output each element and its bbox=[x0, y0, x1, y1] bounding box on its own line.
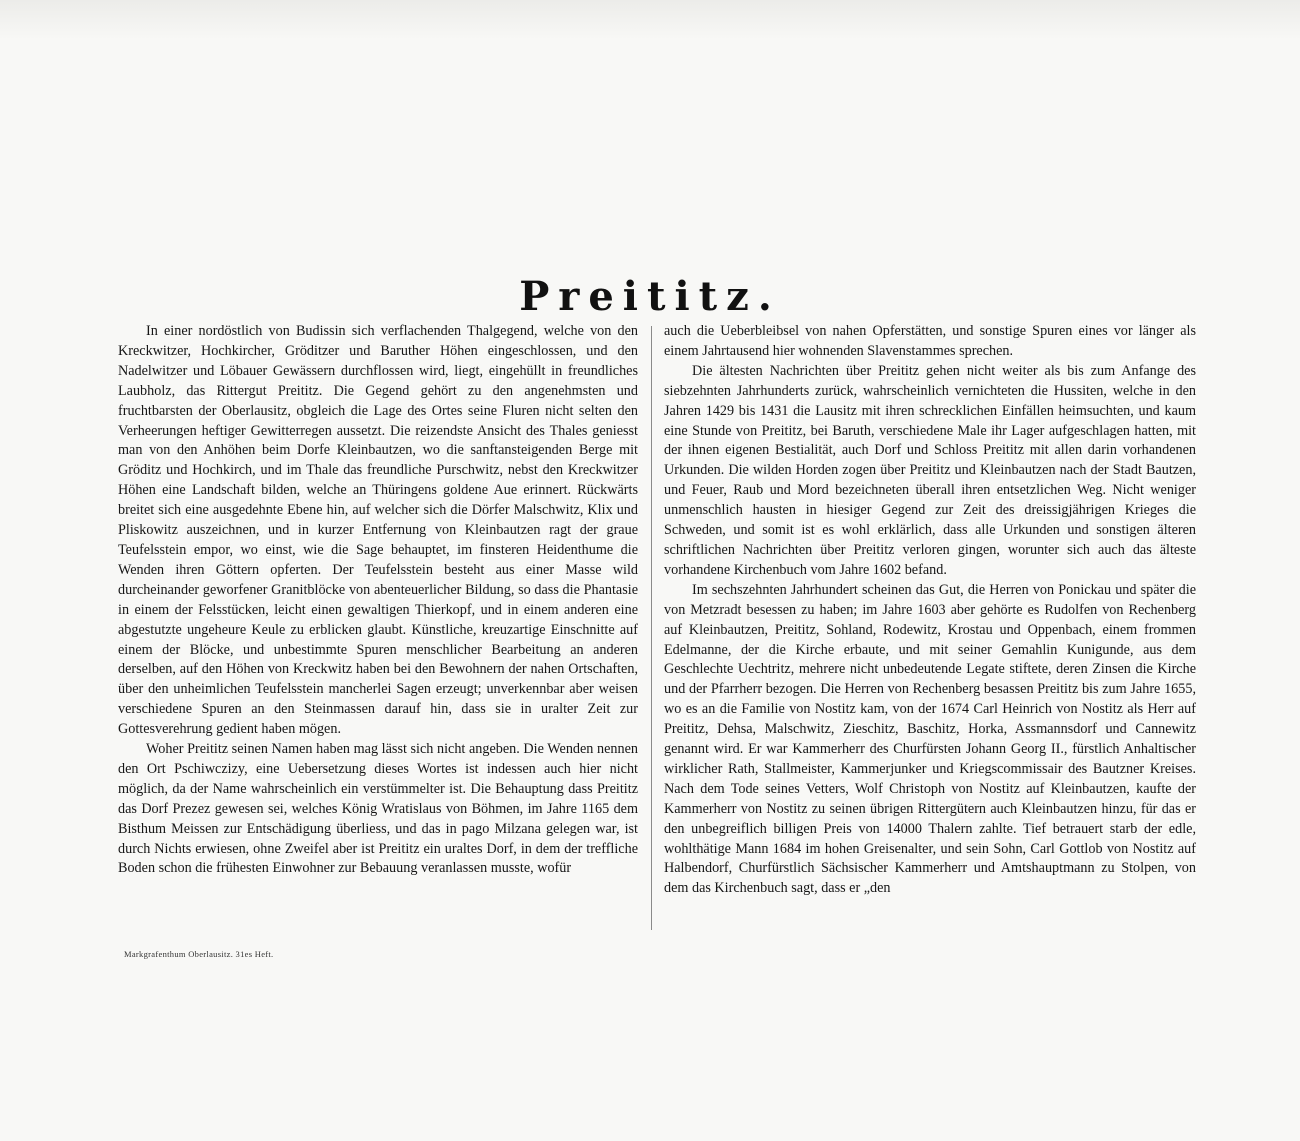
page-footer: Markgrafenthum Oberlausitz. 31es Heft. bbox=[124, 949, 274, 959]
right-column bbox=[664, 322, 1196, 899]
page-title: Preititz. bbox=[519, 272, 781, 320]
column-divider bbox=[651, 326, 652, 930]
left-column bbox=[118, 322, 638, 879]
right-paragraph-3: Im sechszehnten Jahrhundert scheinen das Gut, die Herren von Ponickau und später die von Metzradt besessen zu haben; im Jahre 1603 aber gehörte es Rudolfen von Rechenberg auf Kleinbautzen, Preititz, Sohland, Rodewitz, Krostau und Oppenbach, einem frommen Edelmanne, der die Kirche erbaute, und mit seiner Gemahlin Kunigunde, aus dem Geschlechte Uechtritz, mehrere nicht unbedeutende Legate stiftete, deren Zinsen die Kirche und der Pfarrherr bezogen. Die Herren von Rechenberg besassen Preititz bis zum Jahre 1655, wo es an die Familie von Nostitz kam, von der 1674 Carl Heinrich von Nostitz als Herr auf Preititz, Dehsa, Malschwitz, Zieschitz, Baschitz, Horka, Assmannsdorf und Cannewitz genannt wird. Er war Kammerherr des Churfürsten Johann Georg II., fürstlich Anhaltischer wirklicher Rath, Stallmeister, Kammerjunker und Kriegscommissair des Bautzner Kreises. Nach dem Tode seines Vetters, Wolf Christoph von Nostitz auf Kleinbautzen, kaufte der Kammerherr von Nostitz zu seinen übrigen Rittergütern auch Kleinbautzen hinzu, für das er den unbegreiflich billigen Preis von 14000 Thalern zahlte. Tief betrauert starb der edle, wohlthätige Mann 1684 im hohen Greisenalter, und sein Sohn, Carl Gottlob von Nostitz auf Halbendorf, Churfürstlich Sächsischer Kammerherr und Amtshauptmann zu Stolpen, von dem das Kirchenbuch sagt, dass er „den bbox=[664, 581, 1196, 897]
scan-edge-shading bbox=[0, 0, 1300, 40]
left-paragraph-2: Woher Preititz seinen Namen haben mag lässt sich nicht angeben. Die Wenden nennen den Ort Pschiwczizy, eine Uebersetzung dieses Wortes ist indessen auch hier nicht möglich, da der Name wahrscheinlich ein verstümmelter ist. Die Behauptung dass Preititz das Dorf Prezez gewesen sei, welches König Wratislaus von Böhmen, im Jahre 1165 dem Bisthum Meissen zur Entschädigung überliess, und das in pago Milzana gelegen war, ist durch Nichts erwiesen, ohne Zweifel aber ist Preititz ein uraltes Dorf, in dem der treffliche Boden schon die frühesten Einwohner zur Bebauung veranlassen musste, wofür bbox=[118, 741, 638, 877]
right-paragraph-1: auch die Ueberbleibsel von nahen Opferstätten, und sonstige Spuren eines vor länger als einem Jahrtausend hier wohnenden Slavenstammes sprechen. bbox=[664, 323, 1196, 359]
right-paragraph-2: Die ältesten Nachrichten über Preititz gehen nicht weiter als bis zum Anfange des siebzehnten Jahrhunderts zurück, wahrscheinlich vernichteten die Hussiten, welche in den Jahren 1429 bis 1431 die Lausitz mit ihren schrecklichen Einfällen heimsuchten, und kaum eine Stunde von Preititz, bei Baruth, verschiedene Male ihr Lager aufgeschlagen hatten, mit der ihnen eigenen Bestialität, auch Dorf und Schloss Preititz mit allen darin vorhandenen Urkunden. Die wilden Horden zogen über Preititz und Kleinbautzen nach der Stadt Bautzen, und Feuer, Raub und Mord bezeichneten überall ihren entsetzlichen Weg. Nicht weniger unmenschlich hausten in hiesiger Gegend zur Zeit des dreissigjährigen Krieges die Schweden, und somit ist es wohl erklärlich, dass alle Urkunden und sonstigen älteren schriftlichen Nachrichten über Preititz verloren gingen, worunter sich auch das älteste vorhandene Kirchenbuch vom Jahre 1602 befand. bbox=[664, 362, 1196, 578]
left-paragraph-1: In einer nordöstlich von Budissin sich verflachenden Thalgegend, welche von den Kreckwitzer, Hochkircher, Gröditzer und Baruther Höhen eingeschlossen, und den Nadelwitzer und Löbauer Gewässern durchflossen wird, liegt, eingehüllt in freundliches Laubholz, das Rittergut Preititz. Die Gegend gehört zu den angenehmsten und fruchtbarsten der Oberlausitz, obgleich die Lage des Ortes seine Fluren nicht selten den Verheerungen heftiger Gewitterregen aussetzt. Die reizendste Ansicht des Thales geniesst man von den Anhöhen beim Dorfe Kleinbautzen, wo die sanftansteigenden Berge mit Gröditz und Hochkirch, und im Thale das freundliche Purschwitz, nebst den Kreckwitzer Höhen eine Landschaft bilden, welche an Thüringens goldene Aue erinnert. Rückwärts breitet sich eine ausgedehnte Ebene hin, auf welcher sich die Dörfer Malschwitz, Klix und Pliskowitz auszeichnen, und in kurzer Entfernung von Kleinbautzen ragt der graue Teufelsstein empor, wo einst, wie die Sage behauptet, im finsteren Heidenthume die Wenden ihren Göttern opferten. Der Teufelsstein besteht aus einer Masse wild durcheinander geworfener Granitblöcke von abenteuerlicher Bildung, so dass die Phantasie in einem der Felsstücken, leicht einen gewaltigen Thierkopf, und in einem anderen eine abgestutzte ungeheure Keule zu erblicken glaubt. Künstliche, kreuzartige Einschnitte auf einem der Blöcke, und unbestimmte Spuren menschlicher Bearbeitung an anderen derselben, auf den Höhen von Kreckwitz haben bei den Bewohnern der nahen Ortschaften, über den unheimlichen Teufelsstein mancherlei Sagen erzeugt; unverkennbar aber weisen verschiedene Spuren an den Steinmassen darauf hin, dass sie in uralter Zeit zur Gottesverehrung gedient haben mögen. bbox=[118, 323, 638, 738]
